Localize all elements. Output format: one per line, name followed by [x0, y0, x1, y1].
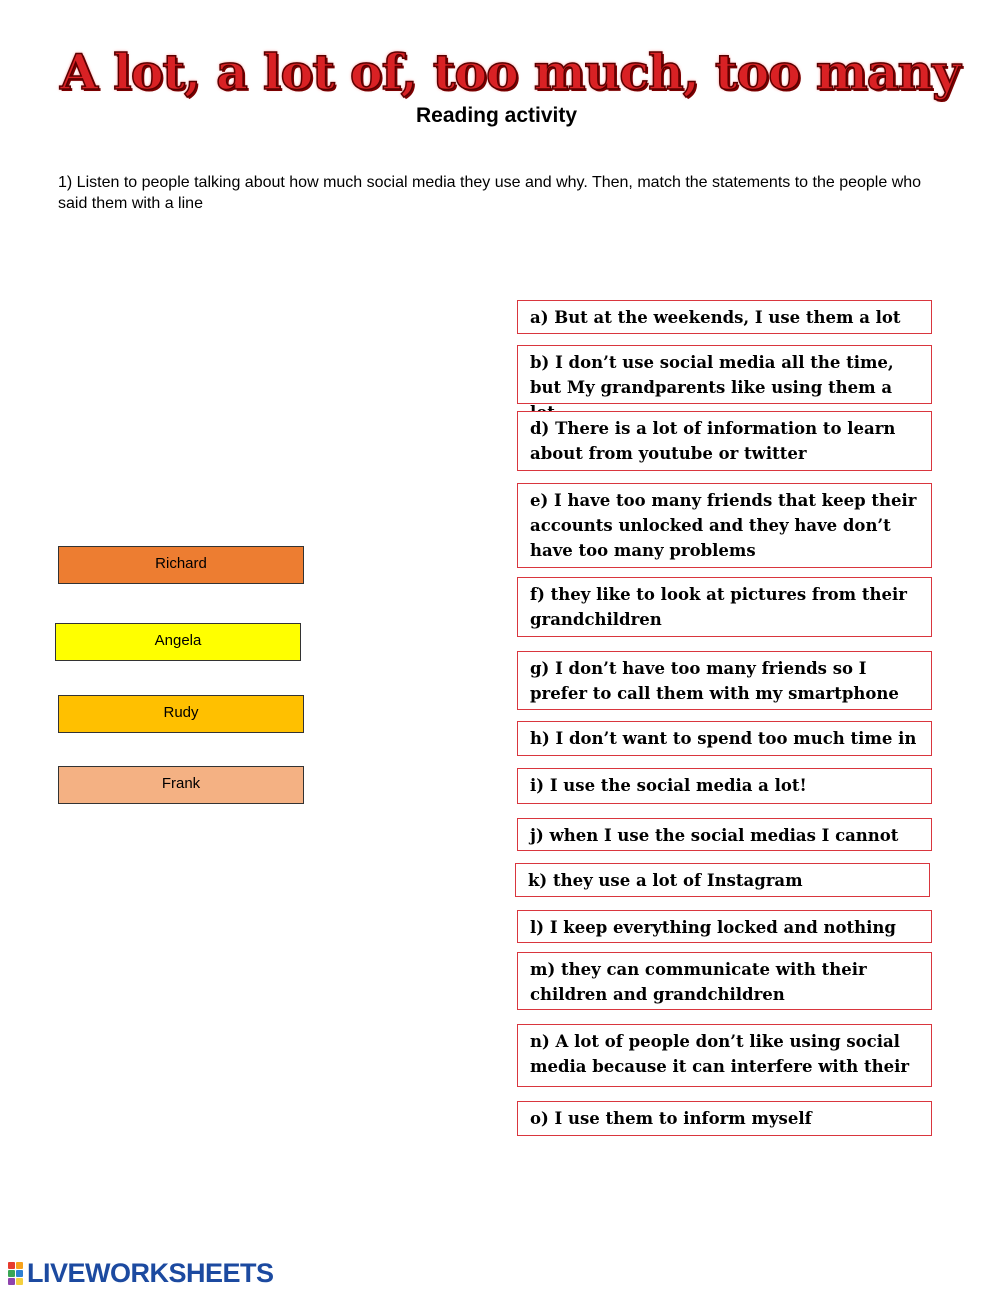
statement-a[interactable]: a) But at the weekends, I use them a lot — [517, 300, 932, 334]
worksheet-title: A lot, a lot of, too much, too many — [60, 43, 960, 101]
liveworksheets-logo[interactable] — [8, 1258, 274, 1288]
statement-h[interactable]: h) I don’t want to spend too much time in — [517, 721, 932, 756]
statement-i[interactable]: i) I use the social media a lot! — [517, 768, 932, 804]
statement-f[interactable]: f) they like to look at pictures from their grandchildren — [517, 577, 932, 637]
logo-text: LIVEWORKSHEETS — [27, 1257, 274, 1288]
statement-n[interactable]: n) A lot of people don’t like using social media because it can interfere with their — [517, 1024, 932, 1087]
name-box-frank[interactable]: Frank — [58, 766, 304, 804]
statement-e[interactable]: e) I have too many friends that keep their accounts unlocked and they have don’t have too many problems — [517, 483, 932, 568]
statement-g[interactable]: g) I don’t have too many friends so I prefer to call them with my smartphone — [517, 651, 932, 710]
statement-l[interactable]: l) I keep everything locked and nothing — [517, 910, 932, 943]
liveworksheets-logo-icon — [8, 1262, 23, 1285]
statement-m[interactable]: m) they can communicate with their children and grandchildren — [517, 952, 932, 1010]
name-box-richard[interactable]: Richard — [58, 546, 304, 584]
name-box-rudy[interactable]: Rudy — [58, 695, 304, 733]
statement-b[interactable]: b) I don’t use social media all the time, but My grandparents like using them a — [517, 345, 932, 404]
statement-d[interactable]: d) There is a lot of information to learn about from youtube or twitter — [517, 411, 932, 471]
statement-o[interactable]: o) I use them to inform myself — [517, 1101, 932, 1136]
name-box-angela[interactable]: Angela — [55, 623, 301, 661]
statement-j[interactable]: j) when I use the social medias I cannot — [517, 818, 932, 851]
worksheet-subtitle: Reading activity — [415, 104, 578, 127]
instructions-text: 1) Listen to people talking about how much social media they use and why. Then, match the statements to the people who said them with a line — [58, 174, 922, 212]
statement-k[interactable]: k) they use a lot of Instagram — [515, 863, 930, 897]
